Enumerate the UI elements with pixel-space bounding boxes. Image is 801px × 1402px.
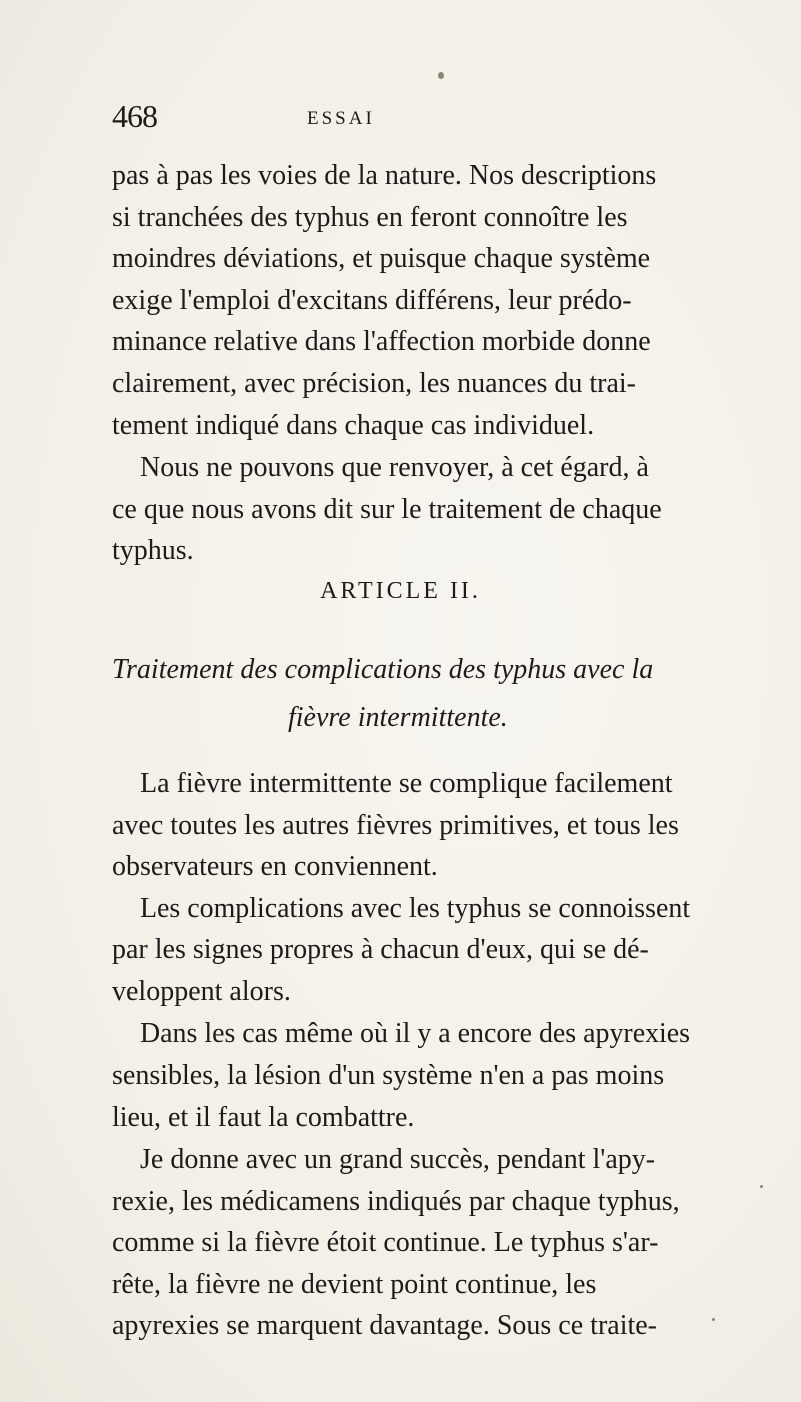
text-line: avec toutes les autres fièvres primitives, et tous les: [112, 810, 679, 841]
page-header: [112, 98, 712, 138]
text-line: ce que nous avons dit sur le traitement de chaque: [112, 494, 662, 525]
text-line: lieu, et il faut la combattre.: [112, 1102, 415, 1133]
text-line: La fièvre intermittente se complique facilement: [140, 768, 673, 799]
text-line: si tranchées des typhus en feront connoître les: [112, 202, 628, 233]
running-head: ESSAI: [307, 108, 375, 129]
ink-speck: [712, 1318, 715, 1321]
text-line: Les complications avec les typhus se connoissent: [140, 893, 691, 924]
text-line: typhus.: [112, 535, 194, 566]
ink-speck: [760, 1185, 763, 1188]
text-line: comme si la fièvre étoit continue. Le typhus s'ar-: [112, 1227, 659, 1258]
text-line: rexie, les médicamens indiqués par chaque typhus,: [112, 1186, 680, 1217]
text-line: rête, la fièvre ne devient point continue, les: [112, 1269, 597, 1300]
ink-speck: [438, 72, 444, 79]
text-line: minance relative dans l'affection morbide donne: [112, 326, 651, 357]
text-line: pas à pas les voies de la nature. Nos descriptions: [112, 160, 657, 191]
article-title-line: Traitement des complications des typhus avec la: [112, 654, 654, 685]
article-heading: ARTICLE II.: [320, 578, 481, 604]
text-line: sensibles, la lésion d'un système n'en a pas moins: [112, 1060, 665, 1091]
text-line: exige l'emploi d'excitans différens, leur prédo-: [112, 285, 632, 316]
text-line: Dans les cas même où il y a encore des apyrexies: [140, 1018, 691, 1049]
text-line: moindres déviations, et puisque chaque système: [112, 243, 651, 274]
text-line: clairement, avec précision, les nuances du trai-: [112, 368, 636, 399]
text-line: Je donne avec un grand succès, pendant l'apy-: [140, 1144, 656, 1175]
text-line: veloppent alors.: [112, 976, 291, 1007]
text-line: observateurs en conviennent.: [112, 851, 438, 882]
text-line: par les signes propres à chacun d'eux, qui se dé-: [112, 934, 649, 965]
text-line: tement indiqué dans chaque cas individuel.: [112, 410, 595, 441]
text-line: apyrexies se marquent davantage. Sous ce traite-: [112, 1310, 658, 1341]
text-line: Nous ne pouvons que renvoyer, à cet égard, à: [140, 452, 649, 483]
page-number: 468: [112, 98, 157, 134]
article-title-line: fièvre intermittente.: [288, 702, 508, 733]
